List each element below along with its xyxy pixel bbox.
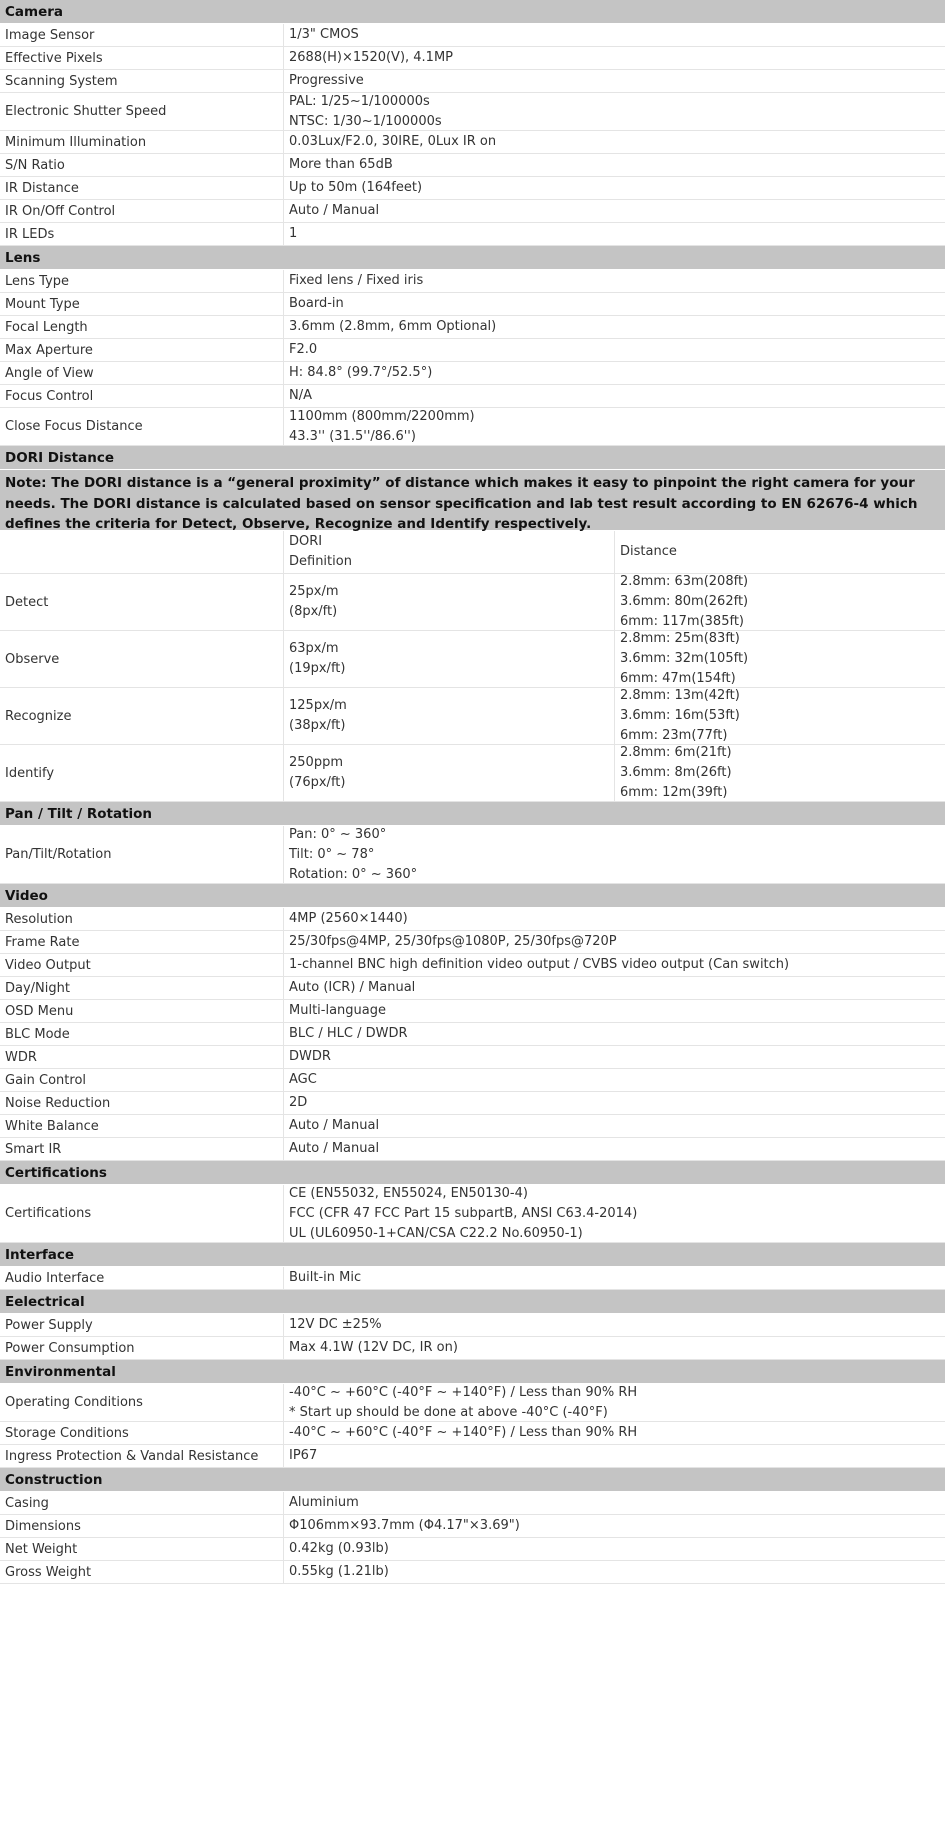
spec-label: Day/Night [0,977,284,999]
dori-distance-line: 2.8mm: 13m(42ft) [620,688,740,703]
spec-value-line: CE (EN55032, EN55024, EN50130-4) [289,1185,528,1201]
spec-value-line: Rotation: 0° ~ 360° [289,866,418,882]
dori-definition [284,531,615,573]
dori-definition-line: 125px/m [289,698,347,713]
spec-row [0,47,945,70]
spec-value-line: Max 4.1W (12V DC, IR on) [289,1340,458,1355]
spec-value [284,1185,945,1242]
section-header-pan-tilt-rotation: Pan / Tilt / Rotation [0,802,945,826]
dori-note: Note: The DORI distance is a “general proximity” of distance which makes it easy to pinpoint the right camera for your needs. The DORI distance is calculated based on sensor specification and lab test result according to EN 62676-4 which defines the criteria for Detect, Observe, Recognize and Identify respectively. [0,470,945,531]
spec-row [0,200,945,223]
spec-value [284,408,945,445]
dori-definition-line: 25px/m [289,584,339,599]
spec-value [284,908,945,930]
spec-row [0,1538,945,1561]
dori-distance-line: 6mm: 47m(154ft) [620,671,736,686]
spec-value [284,1138,945,1160]
spec-label: Max Aperture [0,339,284,361]
spec-value [284,339,945,361]
spec-value-line: 4MP (2560×1440) [289,911,408,926]
spec-value-line: 43.3'' (31.5''/86.6'') [289,428,416,444]
spec-value [284,1384,945,1421]
spec-label [0,531,284,573]
spec-label: Noise Reduction [0,1092,284,1114]
spec-row [0,1046,945,1069]
spec-value [284,1492,945,1514]
dori-definition [284,688,615,744]
spec-row [0,1267,945,1290]
dori-row [0,631,945,688]
spec-row [0,1515,945,1538]
spec-value [284,362,945,384]
spec-value [284,1314,945,1336]
spec-row [0,293,945,316]
spec-row [0,826,945,884]
dori-distance [615,688,945,744]
spec-value-line: UL (UL60950-1+CAN/CSA C22.2 No.60950-1) [289,1225,583,1241]
dori-distance-line: 2.8mm: 6m(21ft) [620,745,732,760]
spec-label: Gross Weight [0,1561,284,1583]
spec-value [284,1515,945,1537]
spec-value [284,1023,945,1045]
spec-label: Dimensions [0,1515,284,1537]
spec-value-line: 2D [289,1095,308,1110]
spec-value-line: IP67 [289,1448,318,1463]
spec-label: Mount Type [0,293,284,315]
dori-distance [615,745,945,801]
spec-label: Close Focus Distance [0,408,284,445]
spec-label: IR On/Off Control [0,200,284,222]
spec-row [0,339,945,362]
spec-value-line: Aluminium [289,1495,359,1510]
spec-value-line: DWDR [289,1049,331,1064]
spec-value [284,93,945,130]
spec-label: Identify [0,745,284,801]
section-header-lens: Lens [0,246,945,270]
spec-value-line: -40°C ~ +60°C (-40°F ~ +140°F) / Less than 90% RH [289,1384,638,1400]
spec-value [284,200,945,222]
spec-row [0,1422,945,1445]
spec-row [0,154,945,177]
spec-label: Focus Control [0,385,284,407]
spec-value-line: Tilt: 0° ~ 78° [289,846,375,862]
dori-row [0,574,945,631]
spec-row [0,385,945,408]
spec-label: Operating Conditions [0,1384,284,1421]
spec-row [0,931,945,954]
spec-value-line: Fixed lens / Fixed iris [289,273,424,288]
dori-distance-line: 6mm: 23m(77ft) [620,728,728,743]
spec-row [0,1384,945,1422]
spec-label: Smart IR [0,1138,284,1160]
spec-label: OSD Menu [0,1000,284,1022]
spec-value [284,385,945,407]
spec-label: Pan/Tilt/Rotation [0,826,284,883]
spec-value [284,47,945,69]
spec-label: IR LEDs [0,223,284,245]
spec-value-line: FCC (CFR 47 FCC Part 15 subpartB, ANSI C63.4-2014) [289,1205,638,1221]
spec-value [284,1445,945,1467]
spec-value-line: Progressive [289,73,364,88]
spec-row [0,1492,945,1515]
dori-definition-line: 250ppm [289,755,343,770]
spec-value-line: 1/3" CMOS [289,27,359,42]
dori-distance [615,631,945,687]
spec-value-line: AGC [289,1072,317,1087]
spec-value [284,1337,945,1359]
spec-value-line: 0.03Lux/F2.0, 30IRE, 0Lux IR on [289,134,497,149]
spec-value [284,1069,945,1091]
spec-row [0,316,945,339]
dori-definition [284,574,615,630]
spec-value [284,1046,945,1068]
dori-distance-line: 6mm: 12m(39ft) [620,785,728,800]
spec-label: BLC Mode [0,1023,284,1045]
dori-distance-line: 6mm: 117m(385ft) [620,614,744,629]
dori-definition-line: (76px/ft) [289,775,346,790]
spec-row [0,24,945,47]
spec-value-line: H: 84.8° (99.7°/52.5°) [289,365,433,380]
section-header-video: Video [0,884,945,908]
section-header-certifications: Certifications [0,1161,945,1185]
dori-definition-line: 63px/m [289,641,339,656]
spec-row [0,1561,945,1584]
spec-label: Power Consumption [0,1337,284,1359]
spec-label: Scanning System [0,70,284,92]
spec-value [284,826,945,883]
spec-row [0,70,945,93]
spec-value-line: Φ106mm×93.7mm (Φ4.17"×3.69") [289,1518,520,1533]
dori-distance-line: 2.8mm: 63m(208ft) [620,574,749,589]
spec-label: S/N Ratio [0,154,284,176]
spec-row [0,1445,945,1468]
spec-value-line: 0.42kg (0.93lb) [289,1541,389,1556]
spec-label: Resolution [0,908,284,930]
dori-distance-line: 2.8mm: 25m(83ft) [620,631,740,646]
spec-row [0,1185,945,1243]
spec-value [284,1538,945,1560]
spec-value [284,70,945,92]
spec-value [284,1267,945,1289]
spec-label: Net Weight [0,1538,284,1560]
dori-definition [284,631,615,687]
spec-value [284,931,945,953]
spec-label: Casing [0,1492,284,1514]
spec-value [284,316,945,338]
spec-value-line: 12V DC ±25% [289,1317,382,1332]
section-header-environmental: Environmental [0,1360,945,1384]
spec-row [0,408,945,446]
spec-label: Storage Conditions [0,1422,284,1444]
spec-label: IR Distance [0,177,284,199]
spec-value-line: BLC / HLC / DWDR [289,1026,408,1041]
spec-label: Gain Control [0,1069,284,1091]
spec-label: Image Sensor [0,24,284,46]
spec-label: Minimum Illumination [0,131,284,153]
dori-definition [284,745,615,801]
spec-value-line: NTSC: 1/30~1/100000s [289,113,442,129]
section-header-camera: Camera [0,0,945,24]
spec-value-line: Auto / Manual [289,1141,380,1156]
spec-row [0,1092,945,1115]
spec-value-line: PAL: 1/25~1/100000s [289,93,430,109]
spec-row [0,223,945,246]
dori-distance-line: 3.6mm: 80m(262ft) [620,594,749,609]
spec-value-line: 1-channel BNC high definition video output / CVBS video output (Can switch) [289,957,790,972]
dori-row [0,688,945,745]
spec-value [284,977,945,999]
spec-label: White Balance [0,1115,284,1137]
spec-row [0,177,945,200]
spec-label: WDR [0,1046,284,1068]
section-header-construction: Construction [0,1468,945,1492]
section-header-eelectrical: Eelectrical [0,1290,945,1314]
spec-label: Effective Pixels [0,47,284,69]
spec-value [284,1000,945,1022]
spec-value-line: Pan: 0° ~ 360° [289,826,387,842]
section-header-interface: Interface [0,1243,945,1267]
spec-row [0,270,945,293]
spec-label: Lens Type [0,270,284,292]
dori-distance-line: 3.6mm: 16m(53ft) [620,708,740,723]
spec-value-line: 1 [289,226,298,241]
spec-value-line: Up to 50m (164feet) [289,180,423,195]
spec-row [0,1115,945,1138]
spec-value [284,1092,945,1114]
spec-value-line: Board-in [289,296,344,311]
spec-row [0,1138,945,1161]
spec-row [0,1000,945,1023]
spec-value [284,24,945,46]
spec-label: Detect [0,574,284,630]
spec-label: Certifications [0,1185,284,1242]
spec-value-line: * Start up should be done at above -40°C (-40°F) [289,1404,608,1420]
spec-value-line: Auto (ICR) / Manual [289,980,416,995]
spec-value [284,177,945,199]
dori-distance-line: 3.6mm: 32m(105ft) [620,651,749,666]
spec-row [0,908,945,931]
spec-label: Observe [0,631,284,687]
dori-distance [615,531,945,573]
spec-row [0,954,945,977]
spec-value-line: Auto / Manual [289,203,380,218]
dori-distance [615,574,945,630]
spec-value-line: -40°C ~ +60°C (-40°F ~ +140°F) / Less than 90% RH [289,1425,638,1440]
spec-label: Video Output [0,954,284,976]
spec-value-line: More than 65dB [289,157,393,172]
spec-value-line: Multi-language [289,1003,386,1018]
spec-value-line: Auto / Manual [289,1118,380,1133]
spec-value [284,131,945,153]
dori-definition-line: (19px/ft) [289,661,346,676]
spec-row [0,1314,945,1337]
spec-value-line: Built-in Mic [289,1270,362,1285]
spec-row [0,1337,945,1360]
dori-definition-line: DORI [289,534,323,549]
spec-value [284,223,945,245]
spec-label: Audio Interface [0,1267,284,1289]
spec-value [284,1115,945,1137]
dori-definition-line: (8px/ft) [289,604,338,619]
spec-value-line: 1100mm (800mm/2200mm) [289,408,475,424]
spec-value-line: N/A [289,388,312,403]
dori-definition-line: Definition [289,554,352,569]
spec-label: Frame Rate [0,931,284,953]
spec-value [284,293,945,315]
dori-distance-line: Distance [620,544,677,559]
spec-value-line: 0.55kg (1.21lb) [289,1564,389,1579]
spec-value [284,154,945,176]
dori-distance-line: 3.6mm: 8m(26ft) [620,765,732,780]
spec-value [284,1422,945,1444]
dori-definition-line: (38px/ft) [289,718,346,733]
spec-value-line: 2688(H)×1520(V), 4.1MP [289,50,454,65]
section-header-dori-distance: DORI Distance [0,446,945,470]
spec-row [0,362,945,385]
spec-value [284,270,945,292]
spec-label: Angle of View [0,362,284,384]
spec-label: Ingress Protection & Vandal Resistance [0,1445,284,1467]
spec-row [0,131,945,154]
spec-label: Recognize [0,688,284,744]
spec-value [284,954,945,976]
spec-label: Focal Length [0,316,284,338]
spec-label: Electronic Shutter Speed [0,93,284,130]
spec-value-line: 3.6mm (2.8mm, 6mm Optional) [289,319,497,334]
spec-label: Power Supply [0,1314,284,1336]
spec-row [0,1069,945,1092]
spec-row [0,1023,945,1046]
spec-value-line: F2.0 [289,342,318,357]
dori-row [0,531,945,574]
spec-row [0,93,945,131]
spec-value [284,1561,945,1583]
spec-value-line: 25/30fps@4MP, 25/30fps@1080P, 25/30fps@720P [289,934,617,949]
spec-row [0,977,945,1000]
dori-row [0,745,945,802]
